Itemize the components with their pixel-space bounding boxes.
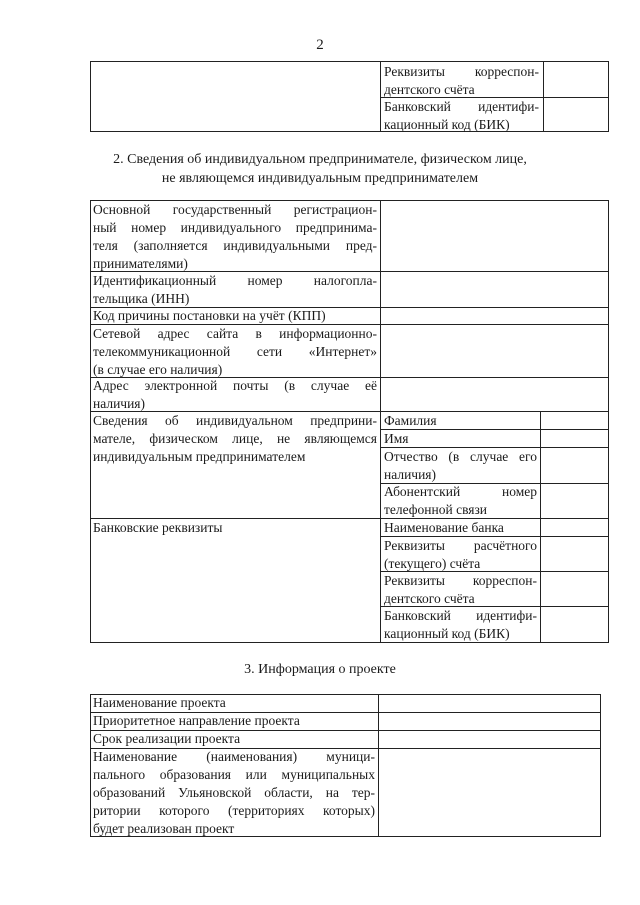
bank-details-label: Банковские реквизиты: [93, 520, 223, 535]
surname-label: Фамилия: [384, 413, 437, 428]
top-corr-account-label: Реквизиты корреспон- дентского счёта: [384, 64, 539, 97]
bik-label: Банковский идентифи- кационный код (БИК): [384, 608, 537, 641]
table-divider: [540, 411, 541, 643]
page-number: 2: [316, 37, 324, 53]
section3-heading: 3. Информация о проекте: [244, 662, 396, 677]
corr-account-label: Реквизиты корреспон- дентского счёта: [384, 573, 537, 606]
ogrnip-label: Основной государственный регистрацион- ный номер индивидуального предпринима- теля (заполняется индивидуальными пред- принимателями): [93, 202, 377, 271]
email-label: Адрес электронной почты (в случае её наличия): [93, 378, 377, 411]
table-divider: [380, 200, 381, 643]
current-account-label: Реквизиты расчётного (текущего) счёта: [384, 538, 537, 571]
person-info-label: Сведения об индивидуальном предприни- мателе, физическом лице, не являющемся индивидуальным предпринимателем: [93, 413, 377, 464]
first-name-label: Имя: [384, 431, 409, 446]
website-label: Сетевой адрес сайта в информационно- телекоммуникационной сети «Интернет» (в случае его наличия): [93, 326, 377, 377]
section2-heading: 2. Сведения об индивидуальном предпринимателе, физическом лице, не являющемся индивидуальным предпринимателем: [113, 152, 527, 186]
municipality-label: Наименование (наименования) муници- пального образования или муниципальных образований Ульяновской области, на тер- ритории которого (территориях которых) будет реализован проект: [93, 749, 375, 836]
project-name-label: Наименование проекта: [93, 695, 226, 710]
patronymic-label: Отчество (в случае его наличия): [384, 449, 537, 482]
table-divider: [378, 694, 379, 837]
bank-name-label: Наименование банка: [384, 520, 504, 535]
top-bik-label: Банковский идентифи- кационный код (БИК): [384, 99, 539, 132]
project-priority-label: Приоритетное направление проекта: [93, 713, 300, 728]
phone-label: Абонентский номер телефонной связи: [384, 484, 537, 517]
project-term-label: Срок реализации проекта: [93, 731, 241, 746]
inn-label: Идентификационный номер налогопла- тельщика (ИНН): [93, 273, 377, 306]
kpp-label: Код причины постановки на учёт (КПП): [93, 308, 326, 323]
